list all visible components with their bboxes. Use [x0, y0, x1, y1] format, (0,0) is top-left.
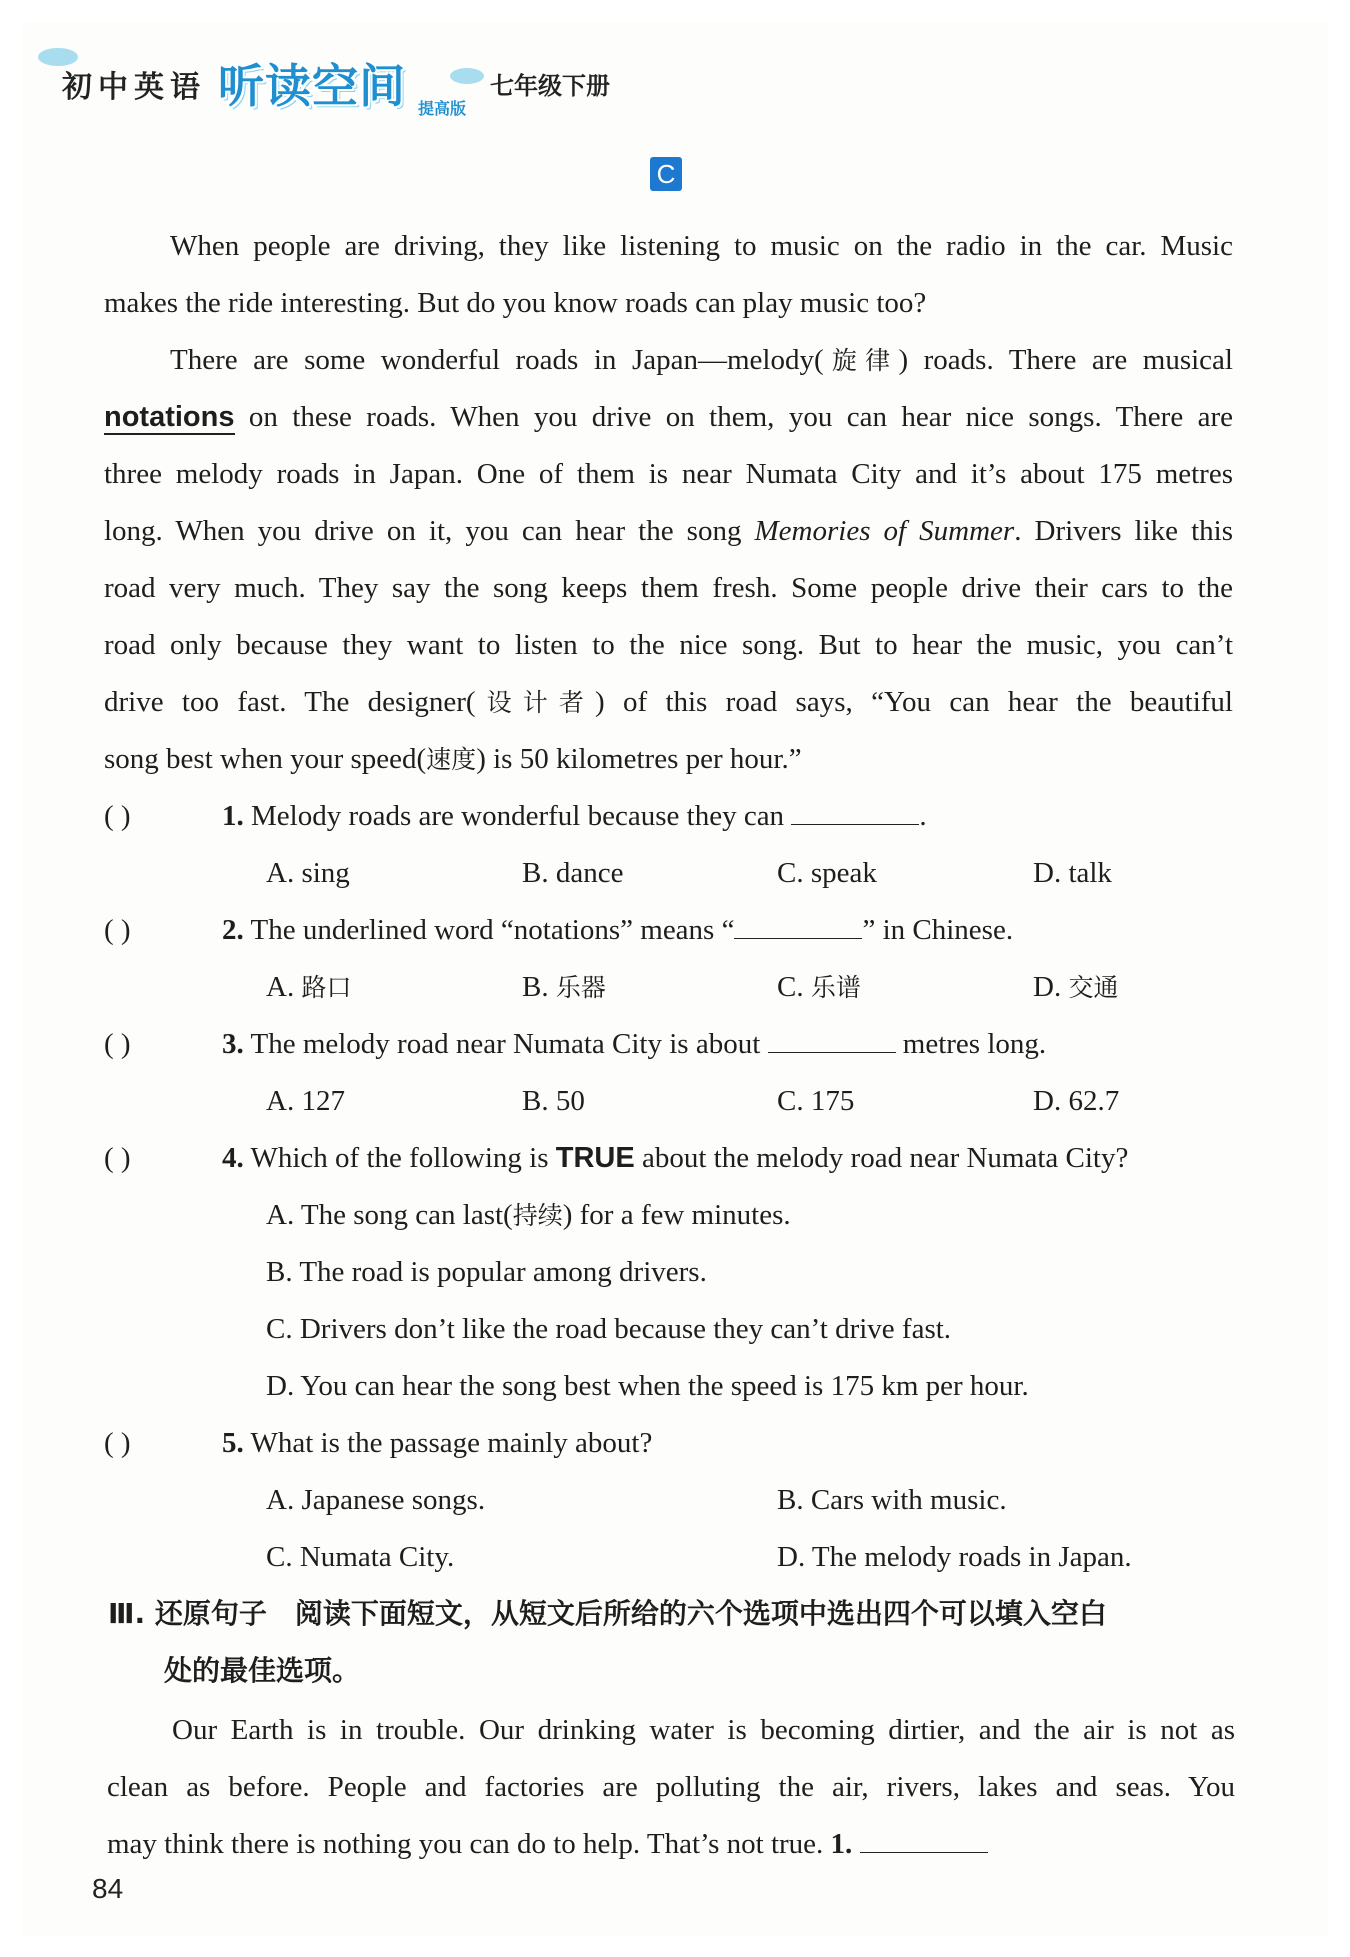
- option-a[interactable]: A. The song can last(持续) for a few minutes.: [266, 1199, 791, 1231]
- answer-blank[interactable]: [734, 910, 862, 939]
- passage-line: When people are driving, they like listening to music on the radio in the car. Music: [170, 230, 1233, 262]
- cloud-decoration: [450, 68, 484, 84]
- grade-label: 七年级下册: [490, 72, 610, 100]
- option-b[interactable]: B. Cars with music.: [777, 1484, 1007, 1516]
- option-b[interactable]: B. 50: [522, 1085, 585, 1117]
- answer-bracket[interactable]: ( ): [104, 914, 131, 946]
- option-c[interactable]: C. Drivers don’t like the road because they can’t drive fast.: [266, 1313, 952, 1345]
- option-a[interactable]: A. 路口: [266, 971, 352, 1003]
- option-d[interactable]: D. The melody roads in Japan.: [777, 1541, 1132, 1573]
- question-3: 3. The melody road near Numata City is about metres long.: [222, 1024, 1046, 1064]
- option-b[interactable]: B. The road is popular among drivers.: [266, 1256, 707, 1288]
- passage-line: clean as before. People and factories are polluting the air, rivers, lakes and seas. You: [107, 1771, 1235, 1803]
- section-badge: C: [650, 157, 682, 191]
- underlined-word-notations: notations: [104, 401, 235, 433]
- passage-line: makes the ride interesting. But do you know roads can play music too?: [104, 287, 927, 319]
- book-header: [38, 48, 658, 128]
- edition-label: 提高版: [418, 99, 467, 118]
- option-d[interactable]: D. talk: [1033, 857, 1112, 889]
- passage-line: road very much. They say the song keeps them fresh. Some people drive their cars to the: [104, 572, 1233, 604]
- page-number: 84: [92, 1873, 124, 1904]
- passage-line: road only because they want to listen to the nice song. But to hear the music, you can’t: [104, 629, 1233, 661]
- section-3-title: Ⅲ. 还原句子 阅读下面短文，从短文后所给的六个选项中选出四个可以填入空白: [108, 1597, 1107, 1630]
- answer-blank[interactable]: [791, 796, 919, 825]
- option-d[interactable]: D. 交通: [1033, 971, 1119, 1003]
- option-d[interactable]: D. You can hear the song best when the speed is 175 km per hour.: [266, 1370, 1029, 1402]
- answer-bracket[interactable]: ( ): [104, 1028, 131, 1060]
- question-2: 2. The underlined word “notations” means “ ” in Chinese.: [222, 910, 1013, 950]
- answer-bracket[interactable]: ( ): [104, 800, 131, 832]
- option-b[interactable]: B. dance: [522, 857, 624, 889]
- passage-line: three melody roads in Japan. One of them is near Numata City and it’s about 175 metres: [104, 458, 1233, 490]
- series-logo: 听读空间: [218, 59, 406, 113]
- answer-bracket[interactable]: ( ): [104, 1142, 131, 1174]
- passage-line: There are some wonderful roads in Japan—melody(旋律) roads. There are musical: [170, 344, 1233, 376]
- question-5: 5. What is the passage mainly about?: [222, 1427, 653, 1459]
- question-4: 4. Which of the following is TRUE about the melody road near Numata City?: [222, 1142, 1129, 1174]
- series-title: 初中英语: [62, 70, 206, 105]
- option-c[interactable]: C. Numata City.: [266, 1541, 455, 1573]
- option-c[interactable]: C. 175: [777, 1085, 855, 1117]
- option-a[interactable]: A. Japanese songs.: [266, 1484, 486, 1516]
- section-3-title-cont: 处的最佳选项。: [164, 1654, 361, 1687]
- passage-line: long. When you drive on it, you can hear the song Memories of Summer. Drivers like this: [104, 515, 1234, 547]
- option-a[interactable]: A. sing: [266, 857, 350, 889]
- question-1: 1. Melody roads are wonderful because they can .: [222, 796, 927, 836]
- answer-bracket[interactable]: ( ): [104, 1427, 131, 1459]
- passage-line: may think there is nothing you can do to help. That’s not true. 1.: [107, 1824, 988, 1864]
- passage-line: drive too fast. The designer(设计者) of this road says, “You can hear the beautiful: [104, 686, 1233, 718]
- option-c[interactable]: C. speak: [777, 857, 877, 889]
- option-b[interactable]: B. 乐器: [522, 971, 606, 1003]
- passage-line: Our Earth is in trouble. Our drinking water is becoming dirtier, and the air is not as: [172, 1714, 1235, 1746]
- option-c[interactable]: C. 乐谱: [777, 971, 861, 1003]
- passage-line: notations on these roads. When you drive on them, you can hear nice songs. There are: [104, 401, 1233, 433]
- passage-line: song best when your speed(速度) is 50 kilometres per hour.”: [104, 743, 802, 775]
- option-d[interactable]: D. 62.7: [1033, 1085, 1120, 1117]
- answer-blank[interactable]: [768, 1024, 896, 1053]
- answer-blank[interactable]: [860, 1824, 988, 1853]
- option-a[interactable]: A. 127: [266, 1085, 345, 1117]
